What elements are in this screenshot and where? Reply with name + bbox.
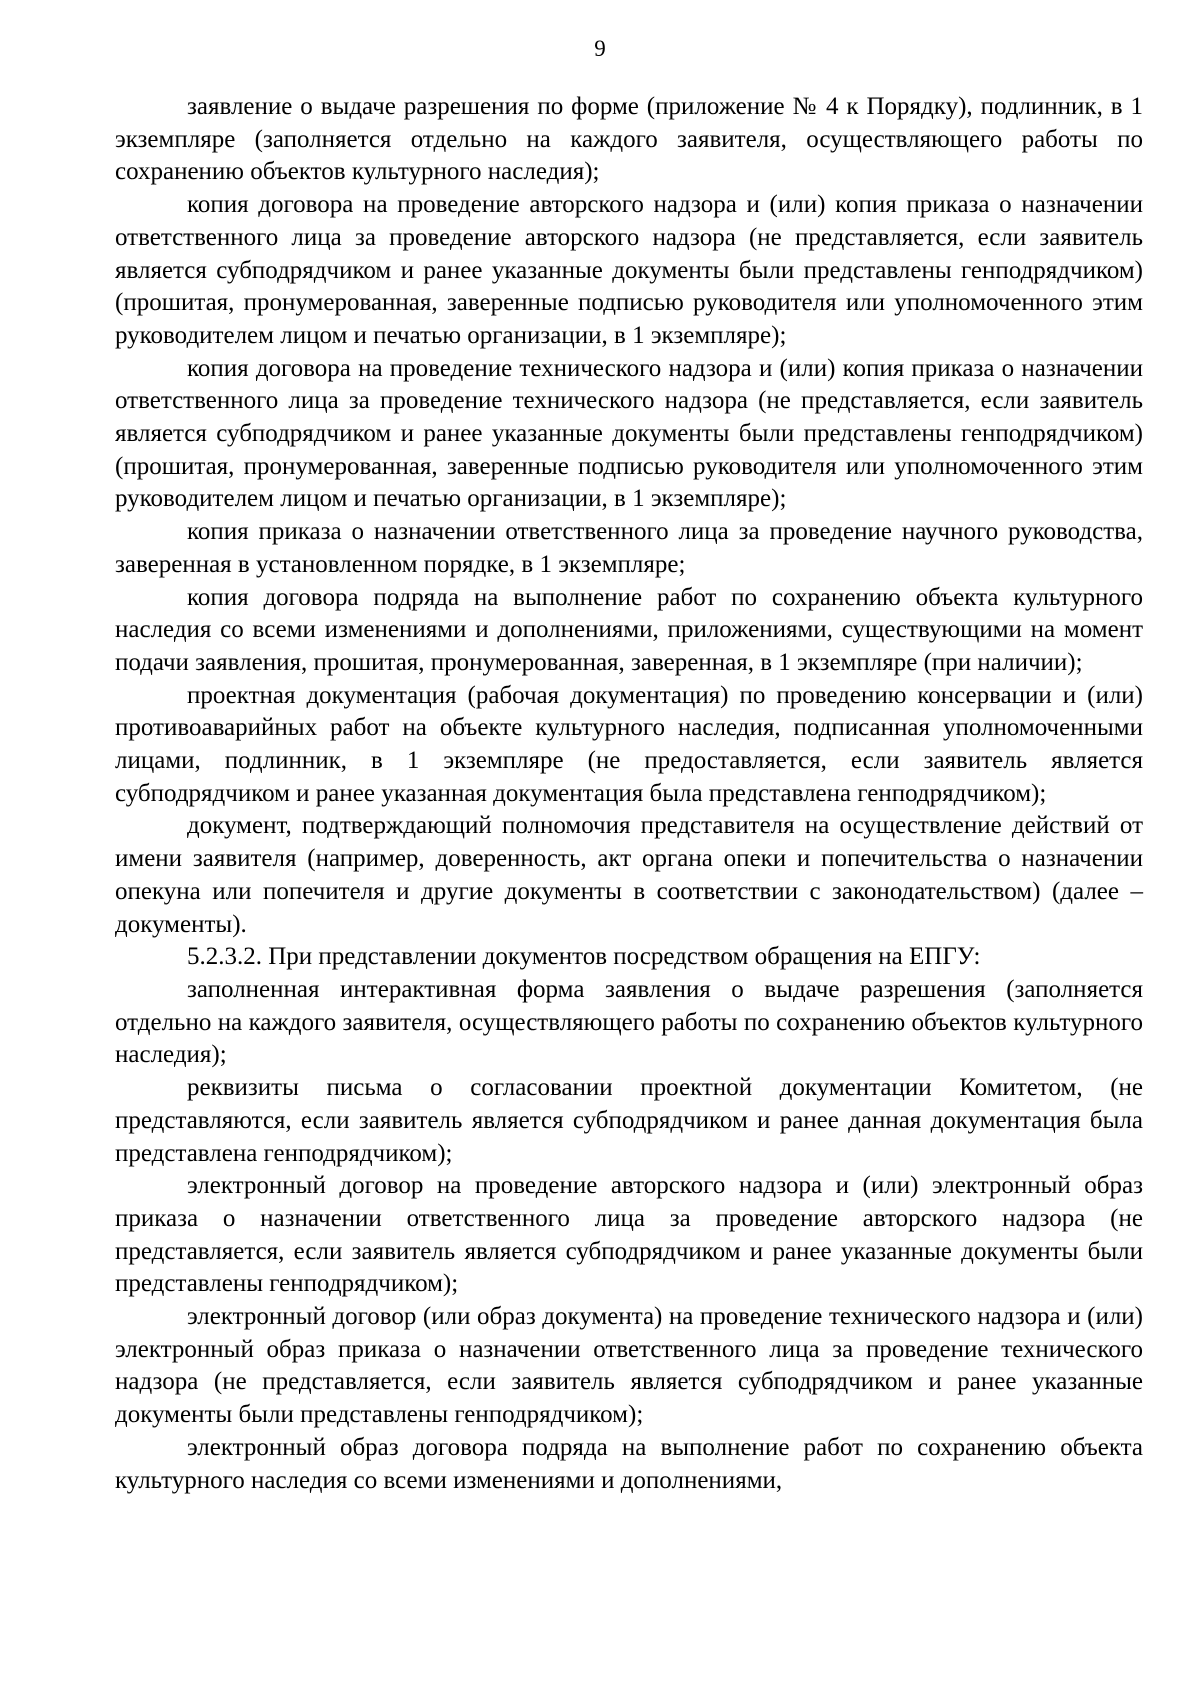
- paragraph-approval-letter-details: реквизиты письма о согласовании проектной документации Комитетом, (не представляются, если заявитель является субподрядчиком и ранее данная документация была представлена генподрядчиком);: [115, 1074, 1143, 1167]
- paragraph-scientific-guidance-order: копия приказа о назначении ответственного лица за проведение научного руководства, заверенная в установленном порядке, в 1 экземпляре;: [115, 518, 1143, 578]
- paragraph-electronic-author-supervision: электронный договор на проведение авторского надзора и (или) электронный образ приказа о назначении ответственного лица за проведение авторского надзора (не представляется, если заявитель является субподрядчиком и ранее указанные документы были представлены генподрядчиком);: [115, 1172, 1143, 1298]
- paragraph-contract-copy: копия договора подряда на выполнение работ по сохранению объекта культурного наследия со всеми изменениями и дополнениями, приложениями, существующими на момент подачи заявления, прошитая, пронумерованная, заверенная, в 1 экземпляре (при наличии);: [115, 583, 1143, 676]
- paragraph-authority-document: документ, подтверждающий полномочия представителя на осуществление действий от имени заявителя (например, доверенность, акт органа опеки и попечительства о назначении опекуна или попечителя и другие документы в соответствии с законодательством) (далее – документы).: [115, 812, 1143, 938]
- body-text: [115, 91, 1143, 1497]
- paragraph-electronic-contract-image: электронный образ договора подряда на выполнение работ по сохранению объекта культурного наследия со всеми изменениями и дополнениями,: [115, 1433, 1143, 1494]
- section-heading-5-2-3-2: 5.2.3.2. При представлении документов посредством обращения на ЕПГУ:: [187, 943, 981, 971]
- paragraph-application-form: заявление о выдаче разрешения по форме (приложение № 4 к Порядку), подлинник, в 1 экземпляре (заполняется отдельно на каждого заявителя, осуществляющего работы по сохранению объектов культурного наследия);: [115, 93, 1143, 186]
- paragraph-interactive-form: заполненная интерактивная форма заявления о выдаче разрешения (заполняется отдельно на каждого заявителя, осуществляющего работы по сохранению объектов культурного наследия);: [115, 975, 1143, 1069]
- paragraph-technical-supervision-copy: копия договора на проведение технического надзора и (или) копия приказа о назначении ответственного лица за проведение технического надзора (не представляется, если заявитель является субподрядчиком и ранее указанные документы были представлены генподрядчиком) (прошитая, пронумерованная, заверенные подписью руководителя или уполномоченного этим руководителем лицом и печатью организации, в 1 экземпляре);: [115, 354, 1143, 513]
- paragraph-project-documentation: проектная документация (рабочая документация) по проведению консервации и (или) противоаварийных работ на объекте культурного наследия, подписанная уполномоченными лицами, подлинник, в 1 экземпляре (не предоставляется, если заявитель является субподрядчиком и ранее указанная документация была представлена генподрядчиком);: [115, 681, 1143, 807]
- paragraph-author-supervision-copy: копия договора на проведение авторского надзора и (или) копия приказа о назначении ответственного лица за проведение авторского надзора (не представляется, если заявитель является субподрядчиком и ранее указанные документы были представлены генподрядчиком) (прошитая, пронумерованная, заверенные подписью руководителя или уполномоченного этим руководителем лицом и печатью организации, в 1 экземпляре);: [115, 191, 1143, 349]
- page-number: 9: [594, 36, 606, 61]
- paragraph-electronic-technical-supervision: электронный договор (или образ документа) на проведение технического надзора и (или) электронный образ приказа о назначении ответственного лица за проведение технического надзора (не представляется, если заявитель является субподрядчиком и ранее указанные документы были представлены генподрядчиком);: [115, 1303, 1143, 1429]
